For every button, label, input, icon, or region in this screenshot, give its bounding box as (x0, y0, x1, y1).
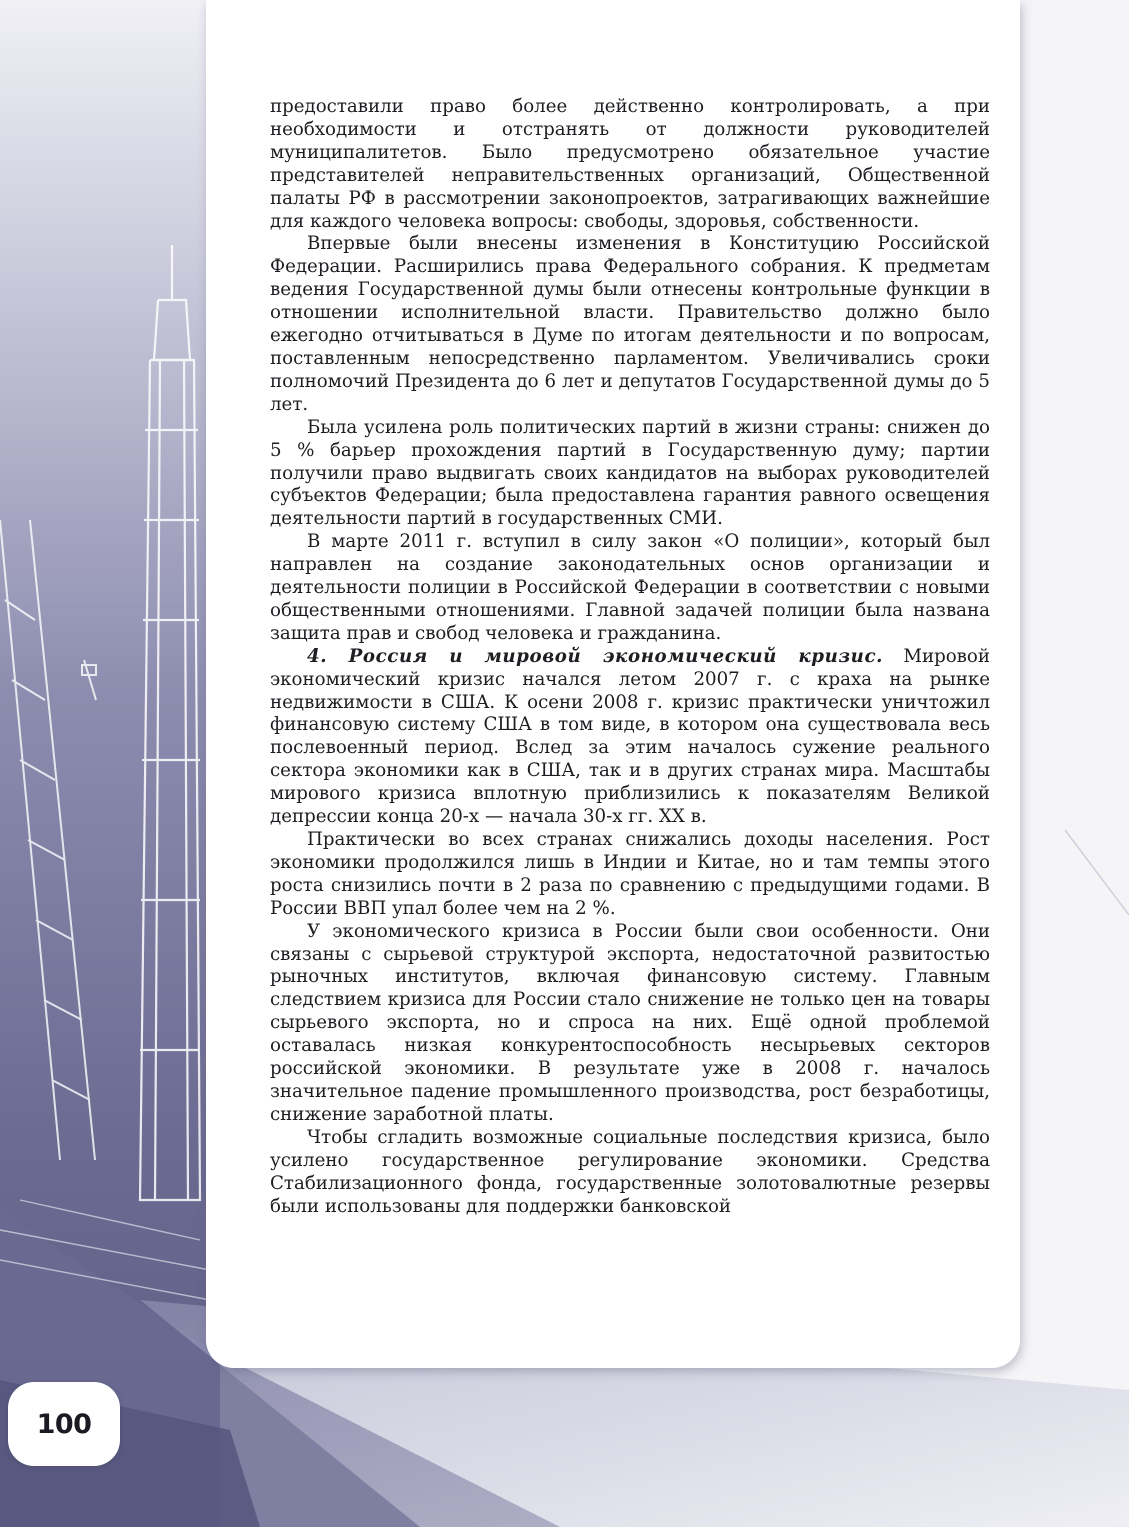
paragraph: Практически во всех странах снижались доходы населения. Рост экономики продолжился лишь в Индии и Китае, но и там темпы этого роста снизились почти в 2 раза по сравнению с предыдущими годами. В России ВВП упал более чем на 2 %. (270, 829, 990, 919)
paragraph: У экономического кризиса в России были свои особенности. Они связаны с сырьевой структурой экспорта, недостаточной развитостью рыночных институтов, включая финансовую систему. Главным следствием кризиса для России стало снижение не только цен на товары сырьевого экспорта, но и спроса на них. Ещё одной проблемой оставалась низкая конкурентоспособность несырьевых секторов российской экономики. В результате уже в 2008 г. началось значительное падение промышленного производства, рост безработицы, снижение заработной платы. (270, 920, 990, 1125)
section-paragraph (270, 646, 990, 829)
paragraph: Впервые были внесены изменения в Конституцию Российской Федерации. Расширились права Федерального собрания. К предметам ведения Государственной думы были отнесены контрольные функции в отношении исполнительной власти. Правительство должно было ежегодно отчитываться в Думе по итогам деятельности и по вопросам, поставленным непосредственно парламентом. Увеличивались сроки полномочий Президента до 6 лет и депутатов Государственной думы до 5 лет. (270, 233, 990, 415)
paragraph: предоставили право более действенно контролировать, а при необходимости и отстранять от должности руководителей муниципалитетов. Было предусмотрено обязательное участие представителей неправительственных организаций, Общественной палаты РФ в рассмотрении законопроектов, затрагивающих важнейшие для каждого человека вопросы: свободы, здоровья, собственности. (270, 96, 990, 232)
paragraph: В марте 2011 г. вступил в силу закон «О полиции», который был направлен на создание законодательных основ организации и деятельности полиции в Российской Федерации в соответствии с новыми общественными отношениями. Главной задачей полиции была названа защита прав и свобод человека и гражданина. (270, 531, 990, 644)
paragraph: Была усилена роль политических партий в жизни страны: снижен до 5 % барьер прохождения партий в Государственную думу; партии получили право выдвигать своих кандидатов на выборах руководителей субъектов Федерации; была предоставлена гарантия равного освещения деятельности партий в государственных СМИ. (270, 416, 990, 530)
page-number-badge (8, 1382, 120, 1466)
section-paragraph-text: Мировой экономический кризис начался летом 2007 г. с краха на рынке недвижимости в США. К осени 2008 г. кризис практически уничтожил финансовую систему США в том виде, в котором она существовала весь послевоенный период. Вслед за этим началось сужение реального сектора экономики как в США, так и в других странах мира. Масштабы мирового кризиса вплотную приблизились к показателям Великой депрессии конца 20-х — начала 30-х гг. XX в. (270, 645, 990, 828)
page-number: 100 (36, 1408, 92, 1440)
section-title: 4. Россия и мировой экономический кризис. (307, 645, 884, 667)
paragraph: Чтобы сгладить возможные социальные последствия кризиса, было усилено государственное регулирование экономики. Средства Стабилизационного фонда, государственные золотовалютные резервы были использованы для поддержки банковской (270, 1126, 990, 1217)
body-text (270, 96, 990, 1218)
